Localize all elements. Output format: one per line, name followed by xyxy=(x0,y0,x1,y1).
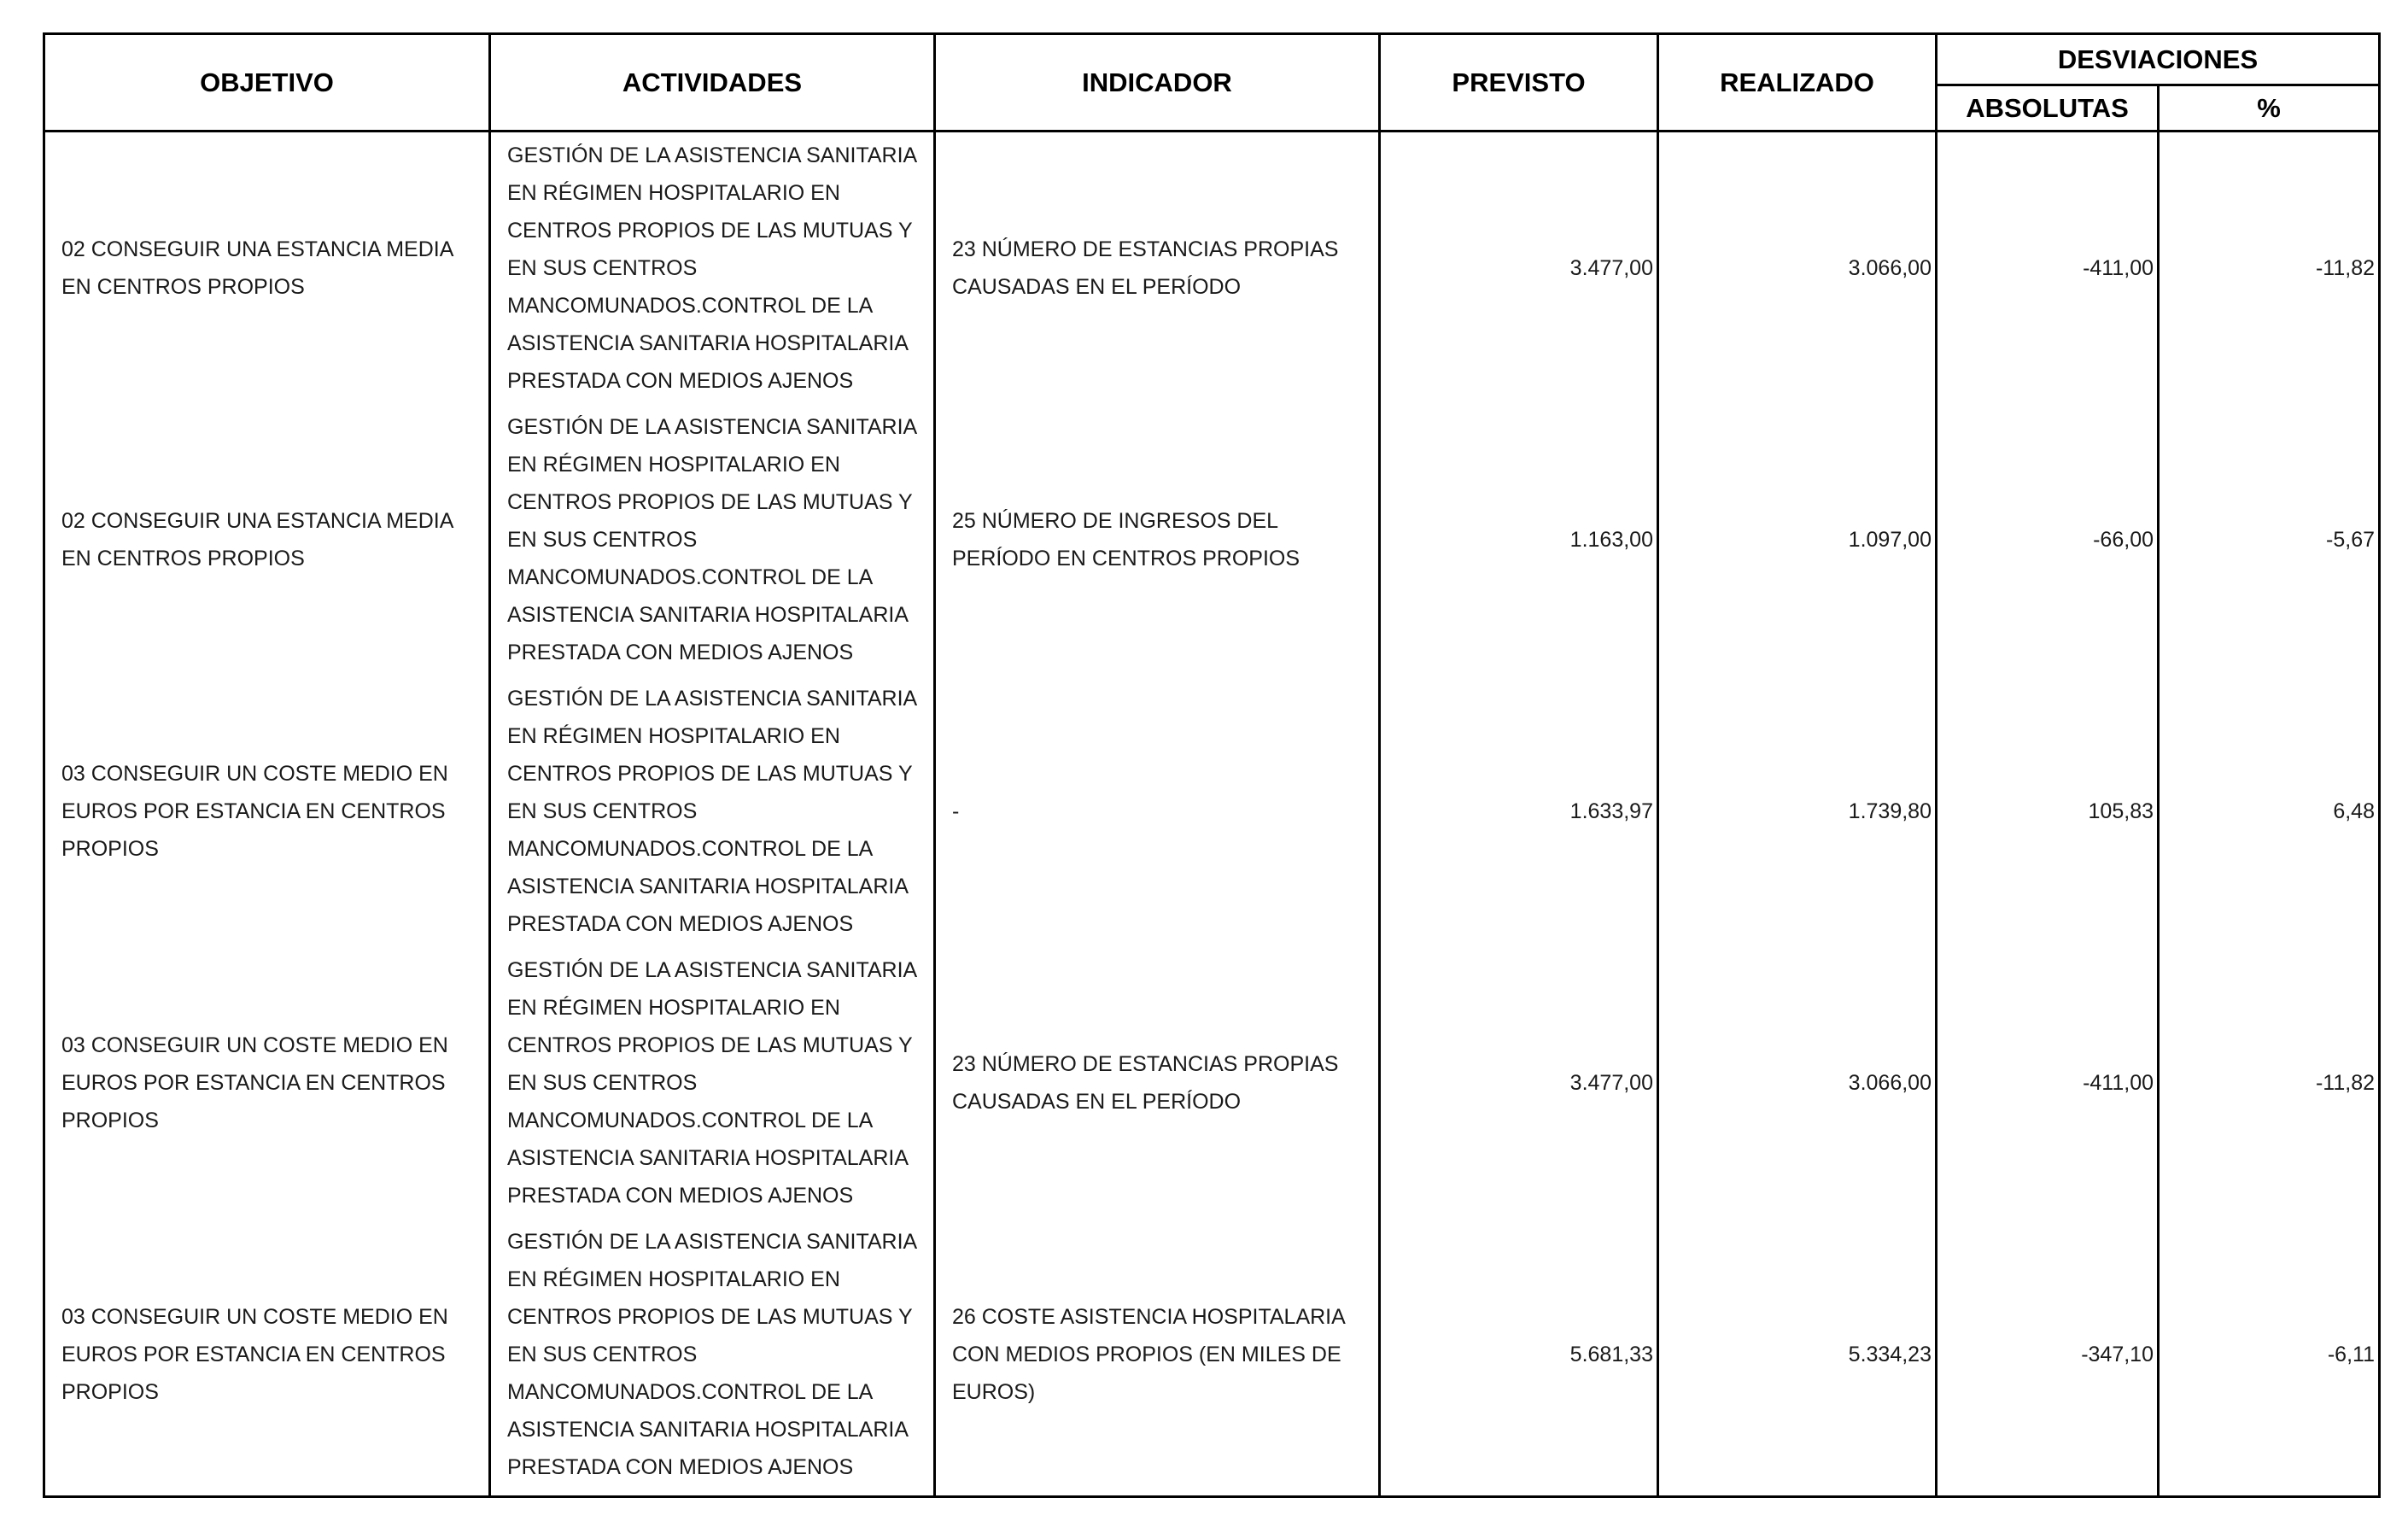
realizado-cell: 1.739,80 xyxy=(1848,799,1932,823)
indicador-cell: 23 NÚMERO DE ESTANCIAS PROPIAS CAUSADAS EN EL PERÍODO xyxy=(952,1052,1339,1114)
porcentaje-cell: -5,67 xyxy=(2326,528,2375,552)
header-indicador: INDICADOR xyxy=(1082,67,1232,97)
header-objetivo: OBJETIVO xyxy=(200,67,334,97)
absolutas-cell: 105,83 xyxy=(2088,799,2154,823)
objetivo-cell: 02 CONSEGUIR UNA ESTANCIA MEDIA EN CENTROS PROPIOS xyxy=(61,509,454,570)
objetivo-cell: 03 CONSEGUIR UN COSTE MEDIO EN EUROS POR ESTANCIA EN CENTROS PROPIOS xyxy=(61,762,448,861)
realizado-cell: 5.334,23 xyxy=(1848,1343,1932,1366)
header-desviaciones: DESVIACIONES xyxy=(2057,44,2259,74)
porcentaje-cell: 6,48 xyxy=(2333,799,2375,823)
absolutas-cell: -411,00 xyxy=(2083,1071,2154,1095)
header-realizado: REALIZADO xyxy=(1720,67,1874,97)
actividades-cell: GESTIÓN DE LA ASISTENCIA SANITARIA EN RÉGIMEN HOSPITALARIO EN CENTROS PROPIOS DE LAS MUTUAS Y EN SUS CENTROS MANCOMUNADOS.CONTROL DE LA ASISTENCIA SANITARIA HOSPITALARIA PRESTADA CON MEDIOS AJENOS xyxy=(507,143,918,393)
previsto-cell: 3.477,00 xyxy=(1569,256,1653,280)
indicador-cell: - xyxy=(952,799,960,823)
objetivo-cell: 03 CONSEGUIR UN COSTE MEDIO EN EUROS POR ESTANCIA EN CENTROS PROPIOS xyxy=(61,1033,448,1132)
indicador-cell: 23 NÚMERO DE ESTANCIAS PROPIAS CAUSADAS EN EL PERÍODO xyxy=(952,237,1339,299)
objetivo-cell: 03 CONSEGUIR UN COSTE MEDIO EN EUROS POR ESTANCIA EN CENTROS PROPIOS xyxy=(61,1305,448,1404)
header-porcentaje: % xyxy=(2257,92,2281,123)
indicador-cell: 25 NÚMERO DE INGRESOS DEL PERÍODO EN CENTROS PROPIOS xyxy=(952,509,1300,570)
realizado-cell: 1.097,00 xyxy=(1848,528,1932,552)
header-previsto: PREVISTO xyxy=(1452,67,1586,97)
porcentaje-cell: -6,11 xyxy=(2327,1343,2375,1366)
previsto-cell: 5.681,33 xyxy=(1569,1343,1653,1366)
realizado-cell: 3.066,00 xyxy=(1848,1071,1932,1095)
realizado-cell: 3.066,00 xyxy=(1848,256,1932,280)
absolutas-cell: -66,00 xyxy=(2093,528,2154,552)
actividades-cell: GESTIÓN DE LA ASISTENCIA SANITARIA EN RÉGIMEN HOSPITALARIO EN CENTROS PROPIOS DE LAS MUTUAS Y EN SUS CENTROS MANCOMUNADOS.CONTROL DE LA ASISTENCIA SANITARIA HOSPITALARIA PRESTADA CON MEDIOS AJENOS xyxy=(507,1230,918,1479)
porcentaje-cell: -11,82 xyxy=(2315,1071,2375,1095)
absolutas-cell: -347,10 xyxy=(2081,1343,2154,1366)
actividades-cell: GESTIÓN DE LA ASISTENCIA SANITARIA EN RÉGIMEN HOSPITALARIO EN CENTROS PROPIOS DE LAS MUTUAS Y EN SUS CENTROS MANCOMUNADOS.CONTROL DE LA ASISTENCIA SANITARIA HOSPITALARIA PRESTADA CON MEDIOS AJENOS xyxy=(507,958,918,1208)
previsto-cell: 1.163,00 xyxy=(1569,528,1653,552)
objetivo-cell: 02 CONSEGUIR UNA ESTANCIA MEDIA EN CENTROS PROPIOS xyxy=(61,237,454,299)
header-absolutas: ABSOLUTAS xyxy=(1966,92,2129,123)
indicador-cell: 26 COSTE ASISTENCIA HOSPITALARIA CON MEDIOS PROPIOS (EN MILES DE EUROS) xyxy=(952,1305,1346,1404)
indicator-table xyxy=(43,32,2381,1498)
column-divider xyxy=(488,35,491,1495)
absolutas-cell: -411,00 xyxy=(2083,256,2154,280)
porcentaje-cell: -11,82 xyxy=(2315,256,2375,280)
previsto-cell: 1.633,97 xyxy=(1569,799,1653,823)
column-divider xyxy=(933,35,936,1495)
previsto-cell: 3.477,00 xyxy=(1569,1071,1653,1095)
actividades-cell: GESTIÓN DE LA ASISTENCIA SANITARIA EN RÉGIMEN HOSPITALARIO EN CENTROS PROPIOS DE LAS MUTUAS Y EN SUS CENTROS MANCOMUNADOS.CONTROL DE LA ASISTENCIA SANITARIA HOSPITALARIA PRESTADA CON MEDIOS AJENOS xyxy=(507,415,918,664)
header-actividades: ACTIVIDADES xyxy=(622,67,803,97)
actividades-cell: GESTIÓN DE LA ASISTENCIA SANITARIA EN RÉGIMEN HOSPITALARIO EN CENTROS PROPIOS DE LAS MUTUAS Y EN SUS CENTROS MANCOMUNADOS.CONTROL DE LA ASISTENCIA SANITARIA HOSPITALARIA PRESTADA CON MEDIOS AJENOS xyxy=(507,687,918,936)
